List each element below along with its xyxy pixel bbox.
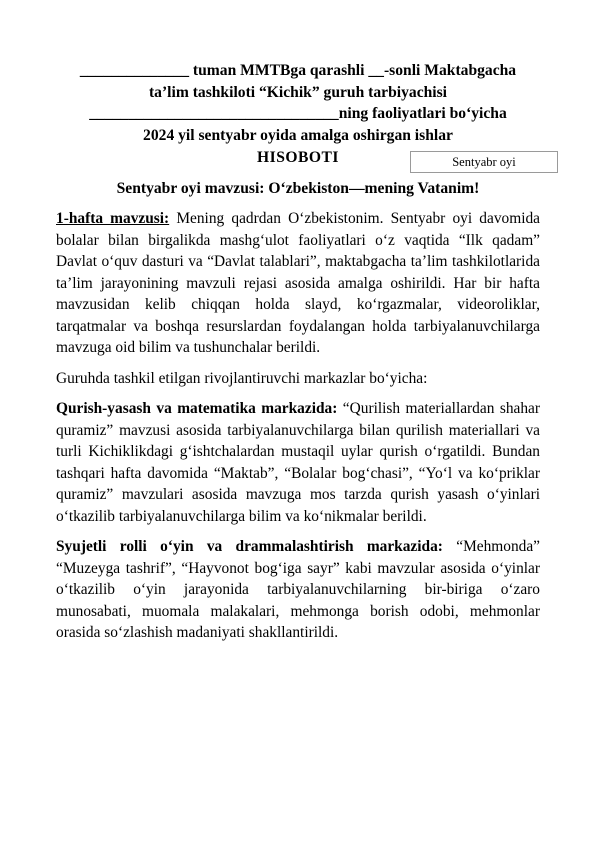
header-line-1: ______________ tuman MMTBga qarashli __-sonli Maktabgacha [79,62,517,79]
month-theme: Sentyabr oyi mavzusi: O‘zbekiston—mening Vatanim! [116,180,480,197]
report-title-row [56,147,540,175]
month-label-box: Sentyabr oyi [410,151,558,173]
roleplay-text: “Mehmonda” “Muzeyga tashrif”, “Hayvonot bog‘iga sayr” kabi mavzular asosida o‘yinlar o‘tkazilib o‘yin jarayonida tarbiyalanuvchilarning bir-biriga o‘zaro munosabati, muomala malakalari, mehmonga borish odobi, mehmonlar orasida so‘zlashish madaniyati shakllantirildi. [56,538,541,641]
construction-label: Qurish-yasash va matematika markazida: [56,400,338,417]
construction-paragraph [56,398,540,527]
week1-text: Mening qadrdan O‘zbekistonim. Sentyabr oyi davomida bolalar bilan birgalikda mashg‘ulot faoliyatlari o‘z vaqtida “Ilk qadam” Davlat o‘quv dasturi va “Davlat talablari”, maktabgacha ta’lim tashkilotlarida ta’lim jarayonining mavzuli rejasi asosida amalga oshirildi. Har bir hafta mavzusidan kelib chiqqan holda slayd, ko‘rgazmalar, videoroliklar, tarqatmalar va boshqa resurslardan foydalangan holda tarbiyalanuvchilarga mavzuga oid bilim va tushunchalar berildi. [56,210,540,356]
centers-intro: Guruhda tashkil etilgan rivojlantiruvchi markazlar bo‘yicha: [56,369,428,387]
week1-paragraph [56,208,540,359]
roleplay-paragraph [56,536,540,644]
header-line-2: ta’lim tashkiloti “Kichik” guruh tarbiyachisi [148,83,448,101]
header-line-4: 2024 yil sentyabr oyida amalga oshirgan ishlar [143,126,453,144]
week1-label: 1-hafta mavzusi: [56,210,170,227]
roleplay-label: Syujetli rolli o‘yin va drammalashtirish markazida: [56,538,443,555]
construction-text: “Qurilish materiallardan shahar quramiz” mavzusi asosida tarbiyalanuvchilarga bilan qurilish materiallari va turli Kichiklikdagi g‘ishtchalardan mustaqil uylar qurish o‘rgatildi. Bundan tashqari hafta davomida “Maktab”, “Bolalar bog‘chasi”, “Yo‘l va ko‘priklar quramiz” mavzulari asosida mavzuga mos tarzda qurish yasash o‘yinlari o‘tkazilib tarbiyalanuvchilarga bilim va ko‘nikmalar berildi. [56,400,540,525]
document-page [56,60,540,653]
header-line-3: ________________________________ning faoliyatlari bo‘yicha [89,105,507,122]
report-title: HISOBOTI [257,149,339,166]
